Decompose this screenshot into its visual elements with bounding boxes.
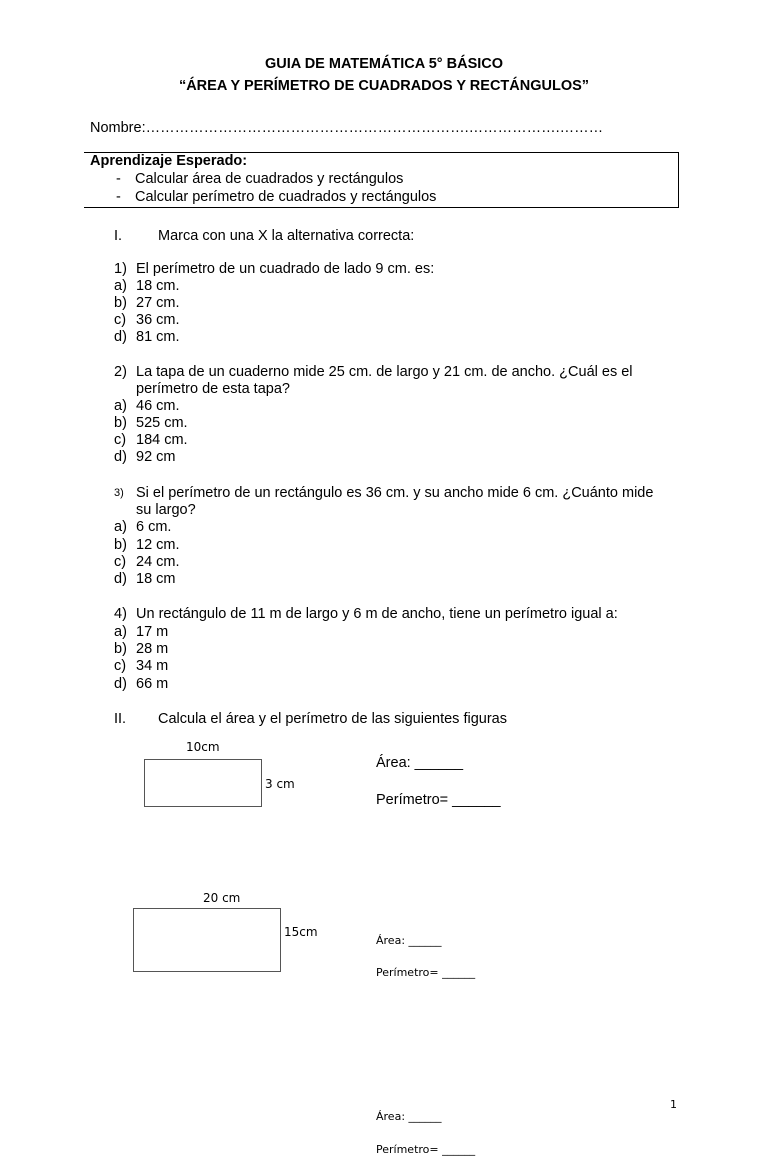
option-text: 6 cm. — [136, 519, 172, 535]
option-text: 27 cm. — [136, 295, 180, 311]
question-text: Si el perímetro de un rectángulo es 36 cm. y su ancho mide 6 cm. ¿Cuánto mide — [136, 485, 654, 501]
objective-bullet: - — [116, 171, 121, 187]
option-text: 18 cm — [136, 571, 176, 587]
option-letter: a) — [114, 278, 127, 294]
section-title: Marca con una X la alternativa correcta: — [158, 228, 415, 244]
option-text: 24 cm. — [136, 554, 180, 570]
option-text: 525 cm. — [136, 415, 188, 431]
option-letter: a) — [114, 624, 127, 640]
option-letter: b) — [114, 295, 127, 311]
area-answer-line: Área: ______ — [376, 934, 442, 947]
option-text: 18 cm. — [136, 278, 180, 294]
question-number: 2) — [114, 364, 127, 380]
question-text: El perímetro de un cuadrado de lado 9 cm. es: — [136, 261, 435, 277]
learning-objectives-heading: Aprendizaje Esperado: — [90, 153, 248, 169]
rectangle-figure — [144, 759, 262, 807]
area-answer-line: Área: ______ — [376, 1110, 442, 1123]
option-text: 46 cm. — [136, 398, 180, 414]
section-title: Calcula el área y el perímetro de las siguientes figuras — [158, 711, 507, 727]
question-number: 3) — [114, 487, 124, 499]
option-text: 36 cm. — [136, 312, 180, 328]
option-text: 28 m — [136, 641, 169, 657]
perimeter-answer-line: Perímetro= ______ — [376, 1143, 476, 1156]
option-text: 184 cm. — [136, 432, 188, 448]
option-letter: d) — [114, 676, 127, 692]
objective-bullet: - — [116, 189, 121, 205]
option-letter: c) — [114, 554, 127, 570]
question-number: 4) — [114, 606, 127, 622]
option-letter: d) — [114, 571, 127, 587]
section-numeral: II. — [114, 711, 127, 727]
option-text: 92 cm — [136, 449, 176, 465]
question-number: 1) — [114, 261, 127, 277]
rectangle-side-label: 15cm — [284, 925, 318, 939]
option-text: 17 m — [136, 624, 169, 640]
option-text: 12 cm. — [136, 537, 180, 553]
option-text: 81 cm. — [136, 329, 180, 345]
question-text: perímetro de esta tapa? — [136, 381, 290, 397]
option-text: 34 m — [136, 658, 169, 674]
option-letter: b) — [114, 537, 127, 553]
question-text: La tapa de un cuaderno mide 25 cm. de largo y 21 cm. de ancho. ¿Cuál es el — [136, 364, 633, 380]
question-text: Un rectángulo de 11 m de largo y 6 m de ancho, tiene un perímetro igual a: — [136, 606, 618, 622]
option-letter: d) — [114, 449, 127, 465]
option-letter: c) — [114, 432, 127, 448]
objective-item: Calcular perímetro de cuadrados y rectángulos — [135, 189, 437, 205]
worksheet-subtitle: “ÁREA Y PERÍMETRO DE CUADRADOS Y RECTÁNGULOS” — [178, 78, 590, 94]
rectangle-top-label: 20 cm — [203, 891, 241, 905]
option-letter: a) — [114, 519, 127, 535]
page-number: 1 — [670, 1098, 677, 1111]
option-letter: b) — [114, 415, 127, 431]
worksheet-title: GUIA DE MATEMÁTICA 5° BÁSICO — [264, 56, 504, 72]
area-answer-line: Área: ______ — [376, 755, 464, 771]
option-letter: b) — [114, 641, 127, 657]
option-letter: c) — [114, 312, 127, 328]
option-letter: d) — [114, 329, 127, 345]
option-letter: a) — [114, 398, 127, 414]
perimeter-answer-line: Perímetro= ______ — [376, 792, 501, 808]
rectangle-side-label: 3 cm — [265, 777, 295, 791]
rectangle-figure — [133, 908, 281, 972]
option-letter: c) — [114, 658, 127, 674]
section-numeral: I. — [114, 228, 123, 244]
option-text: 66 m — [136, 676, 169, 692]
question-text: su largo? — [136, 502, 196, 518]
perimeter-answer-line: Perímetro= ______ — [376, 966, 476, 979]
objective-item: Calcular área de cuadrados y rectángulos — [135, 171, 404, 187]
rectangle-top-label: 10cm — [186, 740, 220, 754]
student-name-line: Nombre:………………………………………………………….……………….……… — [90, 120, 604, 136]
